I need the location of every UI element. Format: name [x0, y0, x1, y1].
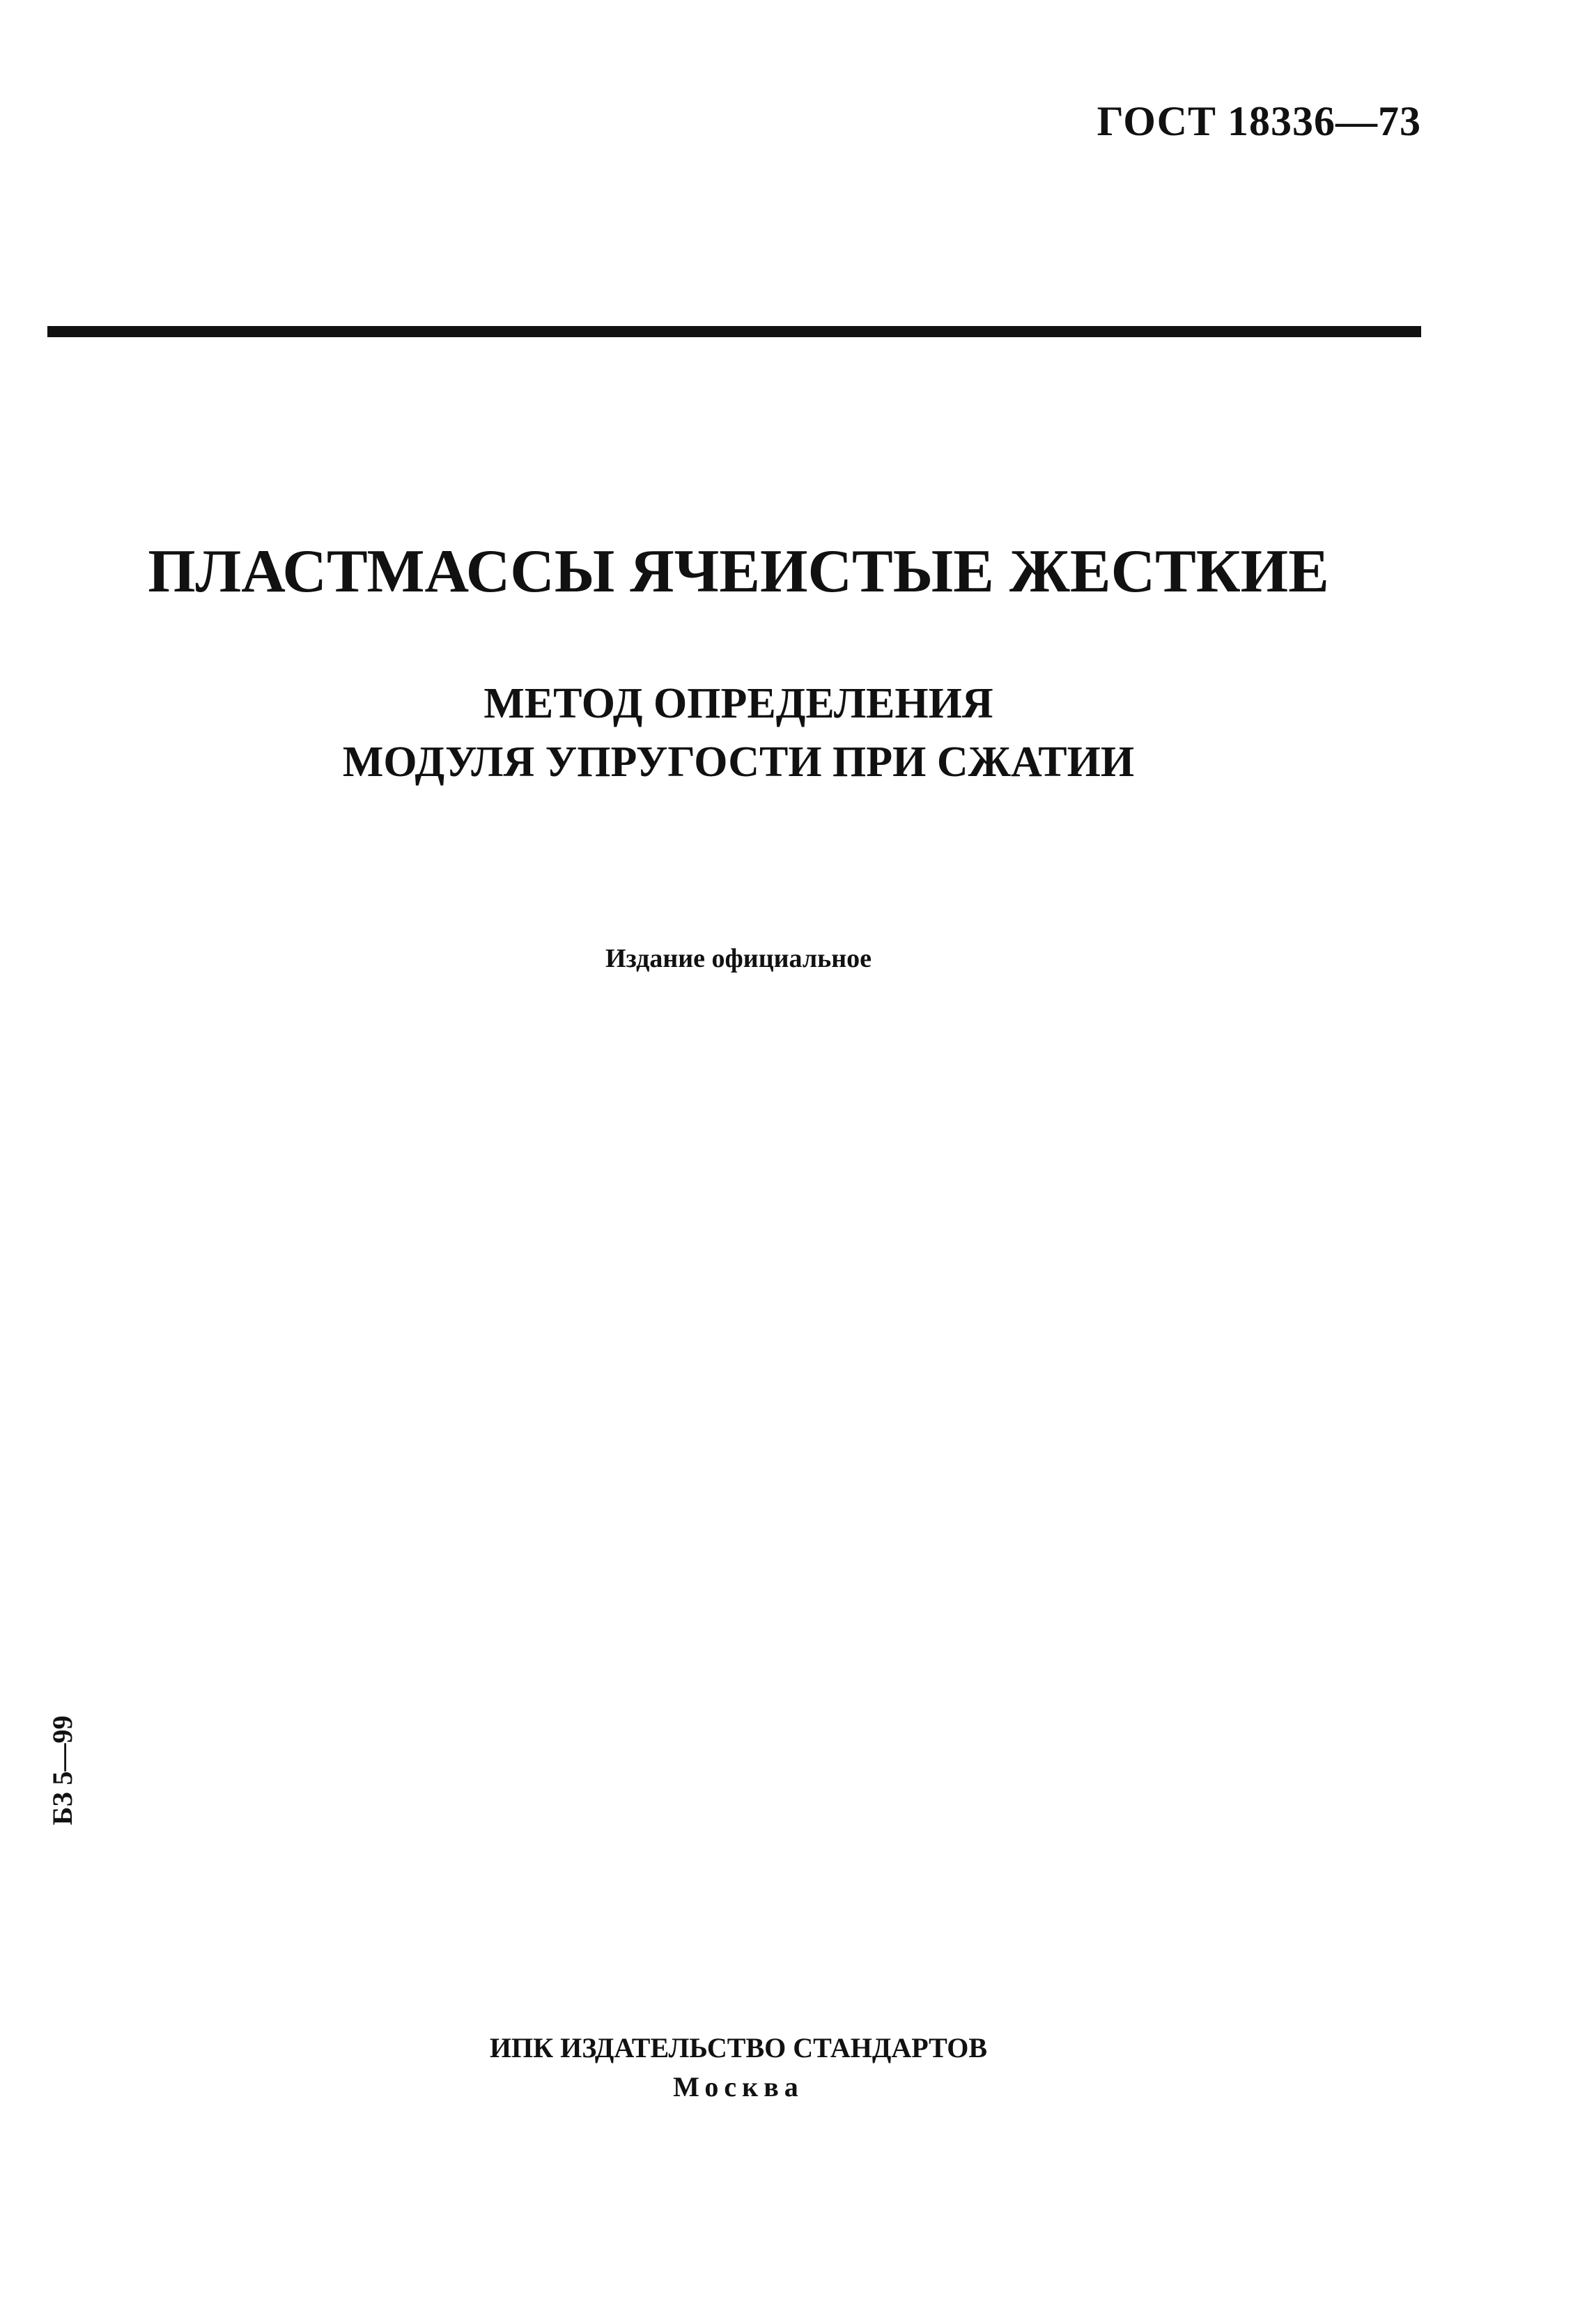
header-divider [47, 326, 1421, 337]
subtitle-line-2: МОДУЛЯ УПРУГОСТИ ПРИ СЖАТИИ [342, 738, 1135, 786]
document-subtitle [0, 674, 1477, 791]
subtitle-line-1: МЕТОД ОПРЕДЕЛЕНИЯ [483, 680, 993, 727]
publisher-name: ИПК ИЗДАТЕЛЬСТВО СТАНДАРТОВ [489, 2032, 988, 2063]
document-title: ПЛАСТМАССЫ ЯЧЕИСТЫЕ ЖЕСТКИЕ [148, 538, 1329, 605]
side-code: БЗ 5—99 [47, 1715, 78, 1825]
publisher-city: Москва [673, 2071, 804, 2102]
edition-label: Издание официальное [605, 944, 872, 973]
document-number: ГОСТ 18336—73 [1097, 98, 1421, 144]
